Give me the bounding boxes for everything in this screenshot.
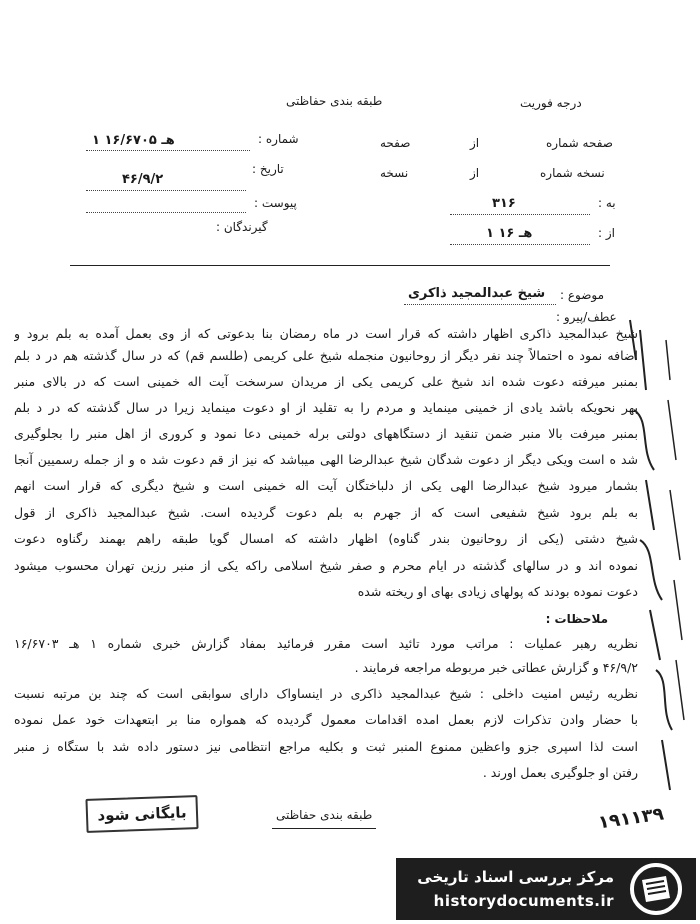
to-label: به :	[598, 196, 616, 210]
date-dots	[86, 190, 246, 191]
watermark-logo	[396, 858, 696, 920]
from-label: از :	[598, 226, 615, 240]
observation-line: ۴۶/۹/۲ و گزارش عطاتی خبر مربوطه مراجعه فرمایند .	[354, 660, 638, 675]
from-value: ۱ هـ ۱۶	[486, 226, 533, 241]
body-line: بمنبر میرفت بالا منبر ضمن تنقید از دستگاههای دولتی برله خمینی دعا نمود و کروری از اهل منبر را بجلوگیری	[14, 426, 638, 441]
footer-classification-label: طبقه بندی حفاظتی	[276, 808, 373, 822]
body-line: دعوت نموده بودند که پولهای زیادی بهای او ریخته شده	[357, 584, 638, 599]
page-from-label: از	[470, 136, 480, 150]
date-value: ۴۶/۹/۲	[122, 172, 164, 187]
body-line: شیخ عبدالمجید ذاکری اظهار داشته که قرار است در ماه رمضان بنا بدعوتی که از وی بعمل آمده به بلم برود و	[14, 326, 638, 341]
copy-from-label: از	[470, 166, 480, 180]
copy-label: نسخه	[380, 166, 409, 180]
date-label: تاریخ :	[252, 162, 284, 176]
reference-label: عطف/پیرو :	[556, 310, 617, 324]
urgency-label: درجه فوریت	[520, 96, 582, 110]
recipients-label: گیرندگان :	[216, 220, 268, 234]
header-divider	[70, 265, 610, 266]
bottom-handwritten-number: ۱۹۱۱۳۹	[596, 803, 666, 834]
document-emblem-icon	[626, 862, 686, 916]
attachment-label: پیوست :	[254, 196, 297, 210]
watermark-url: historydocuments.ir	[433, 892, 614, 910]
observation-line: نظریه رئیس امنیت داخلی : شیخ عبدالمجید ذاکری در اینساواک دارای سوابقی است که چند بن مرتبه نسبت	[14, 686, 638, 701]
margin-handwriting-scribble	[610, 300, 690, 800]
to-dots	[450, 214, 590, 215]
observations-heading: ملاحظات :	[545, 612, 608, 626]
body-line: بشمار میرود شیخ عبدالرضا الهی یکی از دلباختگان آیت اله خمینی است و شیخ دیگری که قرار است انهم	[14, 478, 638, 493]
number-value: ۱ هـ ۱۶/۶۷۰۵	[92, 133, 175, 148]
body-line: بهر نحویکه باشد یادی از خمینی مینماید و مردم را به تقلید از او دعوت مینماید زیرا در سال گذشته که در د بلم	[14, 400, 638, 415]
page-label: صفحه	[380, 136, 411, 150]
page-number-label: صفحه شماره	[546, 136, 613, 150]
to-value: ۳۱۶	[492, 196, 516, 211]
number-label: شماره :	[258, 132, 299, 146]
observation-line: با حضار وادن تذکرات لازم بعمل امده اقدامات معمول گردیده که همواره منا بر ابتعهدات خود عمل نموده	[14, 712, 638, 727]
observation-line: رفتن او جلوگیری بعمل اورند .	[482, 765, 638, 780]
body-line: به بلم برود شیخ شفیعی است که از جهرم به بلم دعوت گردیده است. شیخ عبدالمجید ذاکری از قول	[14, 505, 638, 520]
classification-label: طبقه بندی حفاظتی	[286, 94, 383, 108]
subject-value: شیخ عبدالمجید ذاکری	[408, 286, 546, 301]
body-line: بمنبر میرفته دعوت شده اند شیخ علی کریمی یکی از مریدان سرسخت آیت اله خمینی است که در بالای منبر	[14, 374, 638, 389]
footer-classification-rule	[272, 828, 376, 829]
subject-dots	[404, 304, 556, 305]
body-line: شیخ دشتی (یکی از روحانیون بندر گناوه) اظهار داشته که امسال گویا طبقه راهم بهمند رگناوه دعوت	[14, 531, 638, 546]
archive-stamp: بایگانی شود	[85, 795, 198, 833]
observation-line: است لذا اسپری جزو واعظین ممنوع المنبر ثبت و بکلیه مراجع انتظامی نیز دستور داده شد با ستگاه ز منبر	[14, 739, 638, 754]
body-line: نموده اند و در سالهای گذشته در ایام محرم و صفر شیخ اسلامی راکه یکی از منبر رزین تهران محسوب میشود	[14, 558, 638, 573]
copy-number-label: نسخه شماره	[540, 166, 605, 180]
observation-line: نظریه رهبر عملیات : مراتب مورد تائید است مقرر فرمائید بمفاد گزارش خبری شماره ۱ هـ ۱۶/۶۷۰۳	[14, 636, 638, 651]
watermark-title: مرکز بررسی اسناد تاریخی	[417, 868, 614, 886]
from-dots	[450, 244, 590, 245]
attachment-dots	[86, 212, 246, 213]
number-dots	[86, 150, 250, 151]
subject-label: موضوع :	[560, 288, 605, 302]
body-line: اضافه نمود ه احتمالاً چند نفر دیگر از روحانیون منجمله شیخ علی کریمی (طلسم قم) که در سال گذشته هم در د بلم	[14, 348, 638, 363]
body-line: شد ه است ویکی دیگر از دعوت شدگان شیخ عبدالرضا الهی میباشد که نیز از قم دعوت شد ه و از جمله رسمیین آنجا	[14, 452, 638, 467]
